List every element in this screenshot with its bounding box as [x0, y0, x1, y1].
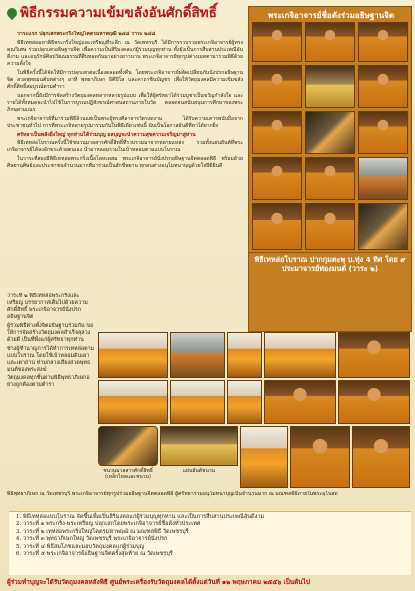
left-paragraph: ช่างผู้ชำนาญการได้ทำการเทหล่อตามแบบโบราณ โดยใช้เบ้าหลอมดินเผาและเตาถ่าน ท่ามกลางเสียงสวดพุทธมนต์ของพระสงฆ์ [7, 345, 95, 373]
article-paragraph: พระเกจิอาจารย์ที่มาร่วมพิธีล้วนแต่เป็นพระผู้ทรงศีลาจารวัตรงดงาม ได้รับความเคารพนับถือจากประชาชนทั่วไป การที่พระเกจิหลายรูปมารวมกันในพิธีเดียวเช่นนี้ นับเป็นโอกาสอันดีที่หาได้ยากยิ่ง [7, 115, 243, 129]
left-paragraph: วัตถุมงคลทุกชิ้นผ่านพิธีพุทธาภิเษกอย่างถูกต้องตามตำรา [7, 375, 90, 389]
notes-item: 6. วาระที่ ๕ พระเกจิอาจารย์อธิษฐานจิตครั้งสุดท้าย ณ วัดเพชรบุรี [23, 551, 407, 558]
yantra-sheets-photo [160, 426, 238, 466]
ceremony-photo [98, 380, 168, 424]
article-paragraph: พิธีเทหล่อมหาพิธีพระกริ่งใหญ่และเหรียญที่ระลึก ณ วัดเพชรบุรี ได้มีการรวบรวมพระเกจิอาจารย์ผู้ทรงคุณวิเศษ ร่วมปลุกเสกอธิษฐานจิต เพื่อความเป็นสิริมงคลแก่ผู้ร่วมบุญทุกท่าน ทั้งยังเป็นการสืบสานประเพณีอันดีงาม และอนุรักษ์ศิลปวัฒนธรรมที่สืบทอดกันมาอย่างยาวนาน พระเกจิอาจารย์ทุกรูปต่างเมตตามาร่วมพิธีด้วยความตั้งใจ [7, 39, 243, 67]
notes-box [9, 511, 411, 575]
monk-photo [252, 111, 302, 154]
monk-photo [290, 426, 350, 488]
title-text: พิธีกรรมความเข้มขลังอันศักดิ์สิทธิ์ [20, 5, 217, 21]
article-paragraph: ในพิธีครั้งนี้ได้จัดให้มีการปลุกเสกต่อเนื่องตลอดทั้งคืน โดยพระเกจิอาจารย์ผลัดเปลี่ยนกันนั่งปรกอธิษฐานจิต สวดพุทธมนต์บทต่างๆ อาทิ พุทธาภิเษก อิติปิโส และคาถาชินบัญชร เพื่อให้วัตถุมงคลมีความเข้มขลังศักดิ์สิทธิ์สมบูรณ์ตามตำรา [7, 69, 243, 90]
ceremony-photo [98, 332, 168, 378]
amulet-mass-photo [98, 426, 158, 466]
photo-caption: ชนวนมวลสารศักดิ์สิทธิ์ (เหล็กไหลและชนวน) [103, 468, 153, 480]
ceremony-photo [227, 332, 262, 378]
monk-photo [338, 332, 410, 378]
ceremony-photo [170, 332, 225, 378]
monk-photo [264, 380, 336, 424]
monk-photo [305, 111, 355, 154]
monk-photo [305, 22, 355, 62]
footer-notice: ผู้ร่วมทำบุญจะได้รับวัตถุมงคลหลังพิธี ศูนย์พระเครื่องรับวัตถุมงคลได้ตั้งแต่วันที่ ๑๒ พฤษภาคม ๒๕๕๖ เป็นต้นไป [7, 578, 310, 586]
lotus-icon [5, 6, 19, 20]
monks-caption: พระเกจิอาจารย์ชื่อดังร่วมอธิษฐานจิต [267, 11, 395, 20]
left-paragraph: วาระที่ ๒ พิธีเทหล่อพระกริ่งและเหรียญ บรรยากาศเต็มไปด้วยความศักดิ์สิทธิ์ พระเกจิอาจารย์นั่งปรกอธิษฐานจิต [7, 293, 88, 320]
strip-text: พิธีพุทธาภิเษก ณ วัดเพชรบุรี พระเกจิอาจารย์ทุกรูปร่วมอธิษฐานจิตตลอดพิธี ผู้ศรัทธาร่วมอนุโมทนาบุญเป็นจำนวนมาก ณ มณฑลพิธีภายในพระอุโบสถ [7, 491, 338, 497]
photo-caption: แผ่นยันต์ชนวน [182, 468, 216, 474]
article-paragraph: พิธีเทหล่อโบราณครั้งนี้ใช้ชนวนมวลสารศักดิ์สิทธิ์ที่รวบรวมมาจากหลายแหล่ง รวมทั้งแผ่นยันต์ที่พระเกจิอาจารย์ได้ลงอักขระด้วยตนเอง นำมาหลอมรวมในเบ้าหลอมตามแบบโบราณ [7, 140, 243, 154]
notes-item: 5. วาระที่ ๔ พิธีสมโภชและมอบวัตถุมงคลแก่ผู้ร่วมบุญ [23, 544, 407, 551]
notes-item: 1. พิธีเทหล่อแบบโบราณ จัดขึ้นเพื่อเป็นสิริมงคลแก่ผู้ร่วมบุญทุกท่าน และเป็นการสืบสานประเพณีอันดีงาม [23, 514, 407, 521]
monk-photo [358, 22, 408, 62]
notes-item: 4. วาระที่ ๓ พุทธาภิเษกใหญ่ วัดเพชรบุรี พระเกจิอาจารย์นั่งปรก [23, 536, 407, 543]
ceremony-photo [227, 380, 262, 424]
notes-item: 3. วาระที่ ๒ เทหล่อพระกริ่งใหญ่โคตรมหาพฤฒิ ณ มณฑลพิธี วัดเพชรบุรี [23, 529, 407, 536]
article-byline: วาระแรก ปลุกเสกพระกริ่งใหญ่โคตรมหาพฤฒิ ๒๔๘ วาระ ๒๔๘ [17, 31, 156, 37]
notes-list [13, 514, 407, 558]
ceremony-photo [264, 332, 336, 378]
ceremony-photo [305, 65, 355, 108]
monk-photo [358, 111, 408, 154]
monk-photo [358, 65, 408, 108]
monk-photo [352, 426, 410, 488]
ceremony-caption: พิธีเทหล่อโบราณ ปากกุมตะพุ บ.ทุ่ง 4 ทิศ โดย ๙ ประมาจารย์ท่องมนต์ (วาระ ๒) [254, 255, 406, 274]
monk-photo [358, 157, 408, 200]
ceremony-photo [240, 426, 288, 488]
article-highlight: ศรัทธาเป็นพลังยิ่งใหญ่ ทุกท่านได้ร่วมบุญ ผลบุญจะนำความสุขความเจริญมาสู่ท่าน [17, 131, 196, 138]
monk-photo [252, 22, 302, 62]
article-paragraph: ในวาระที่สองมีพิธีเทหล่อพระกริ่งเนื้อโลหะผสม พระเกจิอาจารย์นั่งปรกอธิษฐานจิตตลอดพิธี พร้อมด้วยศิษยานุศิษย์และประชาชนจำนวนมากที่มาร่วมเป็นสักขีพยาน ทุกคนต่างอนุโมทนาบุญด้วยใจปีติยินดี [7, 156, 243, 170]
monk-photo [305, 203, 355, 250]
left-paragraph: ผู้ร่วมพิธีต่างตั้งจิตอธิษฐานร่วมกัน ขอให้การจัดสร้างวัตถุมงคลสำเร็จลุล่วงด้วยดี เป็นที่พึ่งแก่ผู้ศรัทธาทุกท่าน [7, 322, 94, 343]
monk-photo [252, 157, 302, 200]
page-title [7, 3, 267, 23]
ceremony-photo [170, 380, 225, 424]
monk-photo [358, 203, 408, 250]
left-text-column [7, 293, 95, 493]
article-paragraph: นอกจากนี้ยังมีการจัดสร้างวัตถุมงคลหลากหลายรูปแบบ เพื่อให้ผู้ศรัทธาได้ร่วมบูชาเป็นขวัญกำลังใจ และรายได้ทั้งหมดจะนำไปใช้ในการบูรณปฏิสังขรณ์ศาสนสถานภายในวัด ตลอดจนสนับสนุนการศึกษาของพระภิกษุสามเณร [7, 92, 243, 113]
monk-photo [252, 203, 302, 250]
notes-item: 2. วาระที่ ๑ พระกริ่ง-พระเหรียญ ปลุกเสกโดยพระเกจิอาจารย์ชื่อดังทั่วประเทศ [23, 521, 407, 528]
monk-photo [305, 157, 355, 200]
monk-photo [252, 65, 302, 108]
monk-photo [338, 380, 410, 424]
article-body [7, 31, 243, 331]
